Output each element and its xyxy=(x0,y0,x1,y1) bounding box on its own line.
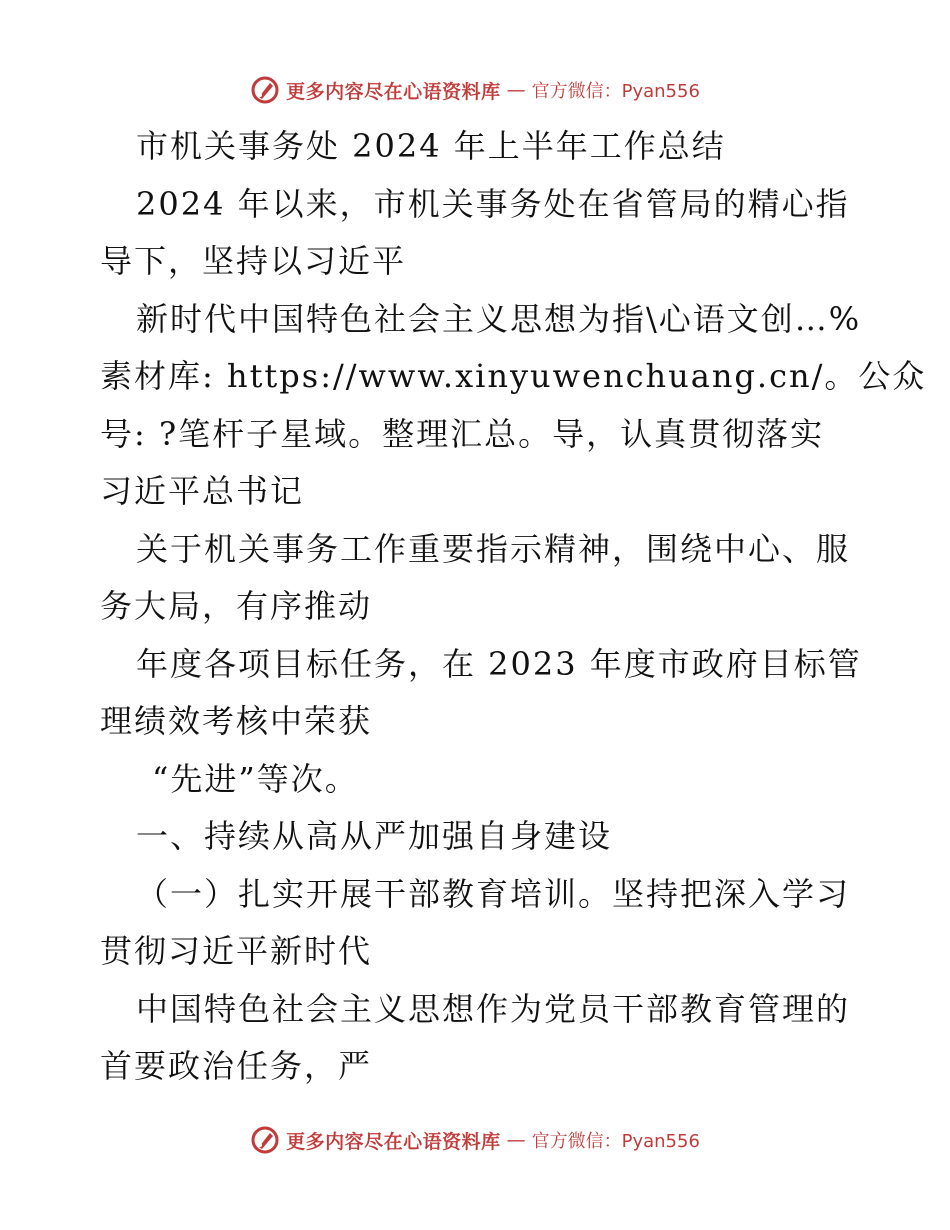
section-heading: 一、持续从高从严加强自身建设 xyxy=(136,817,613,855)
paragraph-line: 年度各项目标任务，在 2023 年度市政府目标管 xyxy=(136,644,862,683)
header-wechat: 官方微信：Pyan556 xyxy=(531,81,700,102)
pen-logo-icon xyxy=(250,1125,280,1155)
paragraph-line: 号: ?笔杆子星域。整理汇总。导，认真贯彻落实 xyxy=(100,414,825,453)
footer-banner xyxy=(0,1120,950,1160)
paragraph-line: 贯彻习近平新时代 xyxy=(100,932,373,970)
paragraph-line: 务大局，有序推动 xyxy=(100,587,373,625)
paragraph-line: 首要政治任务，严 xyxy=(100,1047,373,1085)
paragraph-line: 关于机关事务工作重要指示精神，围绕中心、服 xyxy=(136,529,851,568)
subsection-heading: （一）扎实开展干部教育培训。坚持把深入学习 xyxy=(136,874,851,913)
paragraph-line: 新时代中国特色社会主义思想为指\心语文创…% xyxy=(136,299,862,338)
paragraph-line: 2024 年以来，市机关事务处在省管局的精心指 xyxy=(136,184,850,223)
footer-dash: — xyxy=(506,1129,526,1151)
pen-logo-icon xyxy=(250,75,280,105)
paragraph-line: 素材库: https://www.xinyuwenchuang.cn/。公众 xyxy=(100,357,927,395)
paragraph-line: 中国特色社会主义思想作为党员干部教育管理的 xyxy=(136,989,851,1028)
header-banner xyxy=(0,70,950,110)
header-dash: — xyxy=(506,79,526,101)
header-text: 更多内容尽在心语资料库 xyxy=(286,80,501,103)
paragraph-line: 导下，坚持以习近平 xyxy=(100,242,407,280)
document-body xyxy=(100,118,927,1096)
paragraph-line: 理绩效考核中荣获 xyxy=(100,702,373,740)
footer-wechat: 官方微信：Pyan556 xyxy=(531,1131,700,1152)
paragraph-line: “先进”等次。 xyxy=(152,759,359,798)
paragraph-line: 习近平总书记 xyxy=(100,472,305,510)
footer-text: 更多内容尽在心语资料库 xyxy=(286,1130,501,1153)
document-title: 市机关事务处 2024 年上半年工作总结 xyxy=(136,127,726,165)
